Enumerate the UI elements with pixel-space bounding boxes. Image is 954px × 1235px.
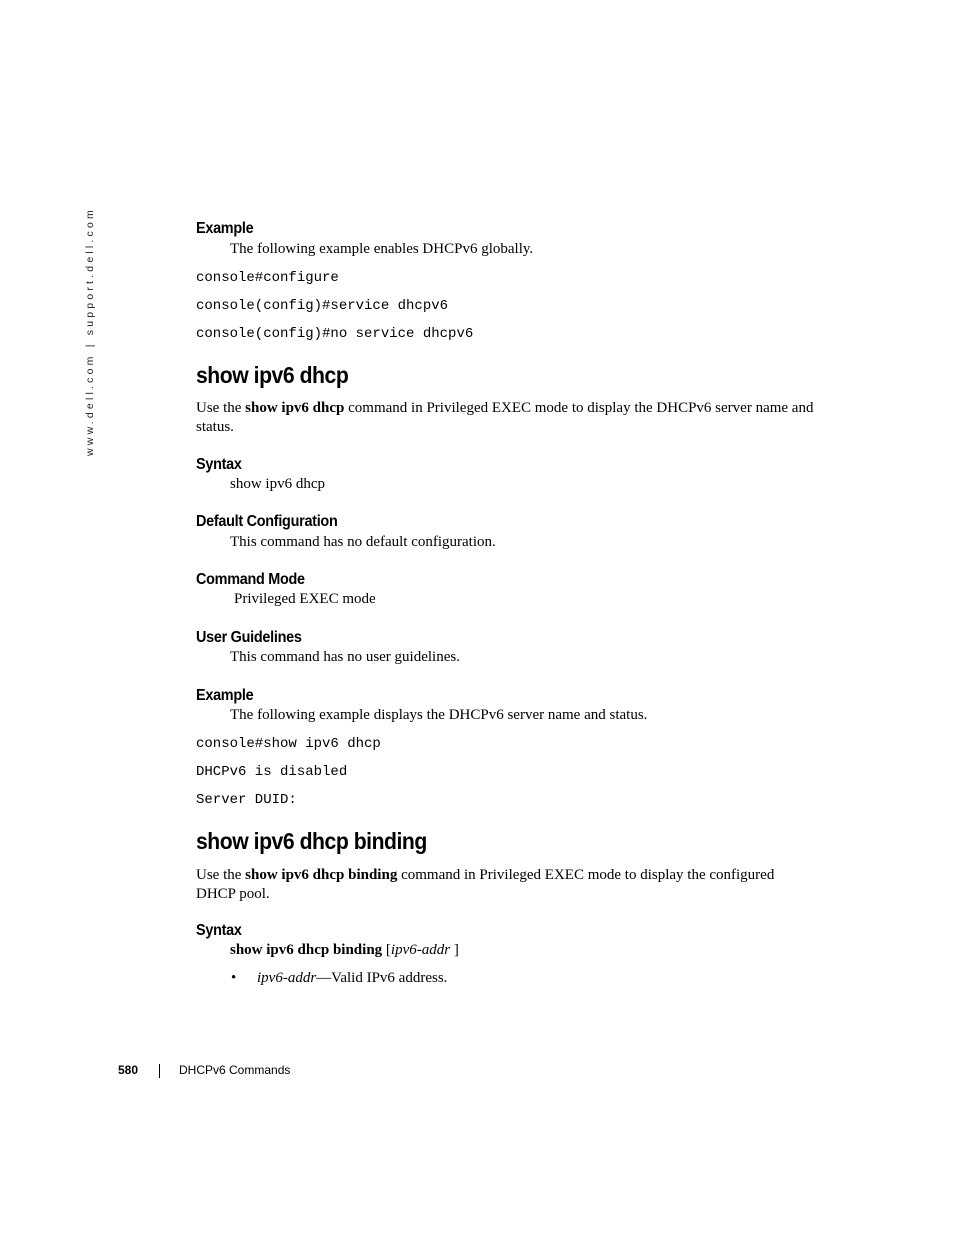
example-heading: Example <box>196 220 254 237</box>
command-title: show ipv6 dhcp <box>196 362 349 388</box>
example-description: The following example displays the DHCPv6 server name and status. <box>230 707 648 723</box>
command-mode-heading: Command Mode <box>196 571 305 588</box>
command-intro: Use the show ipv6 dhcp command in Privileged EXEC mode to display the DHCPv6 server name and status. <box>196 400 814 435</box>
syntax-text: show ipv6 dhcp <box>230 476 325 492</box>
bullet-icon: • <box>231 970 237 986</box>
syntax-heading: Syntax <box>196 922 242 939</box>
default-config-heading: Default Configuration <box>196 513 338 530</box>
code-line: Server DUID: <box>196 792 297 808</box>
user-guidelines-heading: User Guidelines <box>196 629 302 646</box>
footer-divider <box>159 1064 160 1078</box>
command-mode-text: Privileged EXEC mode <box>234 591 376 607</box>
code-line: console(config)#service dhcpv6 <box>196 298 449 314</box>
example-description: The following example enables DHCPv6 globally. <box>230 241 534 257</box>
command-intro: Use the show ipv6 dhcp binding command in Privileged EXEC mode to display the configured DHCP pool. <box>196 867 775 902</box>
footer-section: DHCPv6 Commands <box>179 1063 291 1077</box>
command-name: show ipv6 dhcp <box>245 400 345 416</box>
sidebar-url: www.dell.com | support.dell.com <box>84 207 96 456</box>
code-line: console#show ipv6 dhcp <box>196 736 381 752</box>
page-number: 580 <box>118 1063 139 1077</box>
command-title: show ipv6 dhcp binding <box>196 828 427 854</box>
syntax-heading: Syntax <box>196 456 242 473</box>
default-config-text: This command has no default configuration. <box>230 534 496 550</box>
example-heading: Example <box>196 687 254 704</box>
syntax-text: show ipv6 dhcp binding [ipv6-addr ] <box>230 942 459 958</box>
user-guidelines-text: This command has no user guidelines. <box>230 649 460 665</box>
code-line: console#configure <box>196 270 339 286</box>
code-line: console(config)#no service dhcpv6 <box>196 326 474 342</box>
command-name: show ipv6 dhcp binding <box>245 867 398 883</box>
bullet-item: ipv6-addr—Valid IPv6 address. <box>257 970 448 986</box>
code-line: DHCPv6 is disabled <box>196 764 348 780</box>
